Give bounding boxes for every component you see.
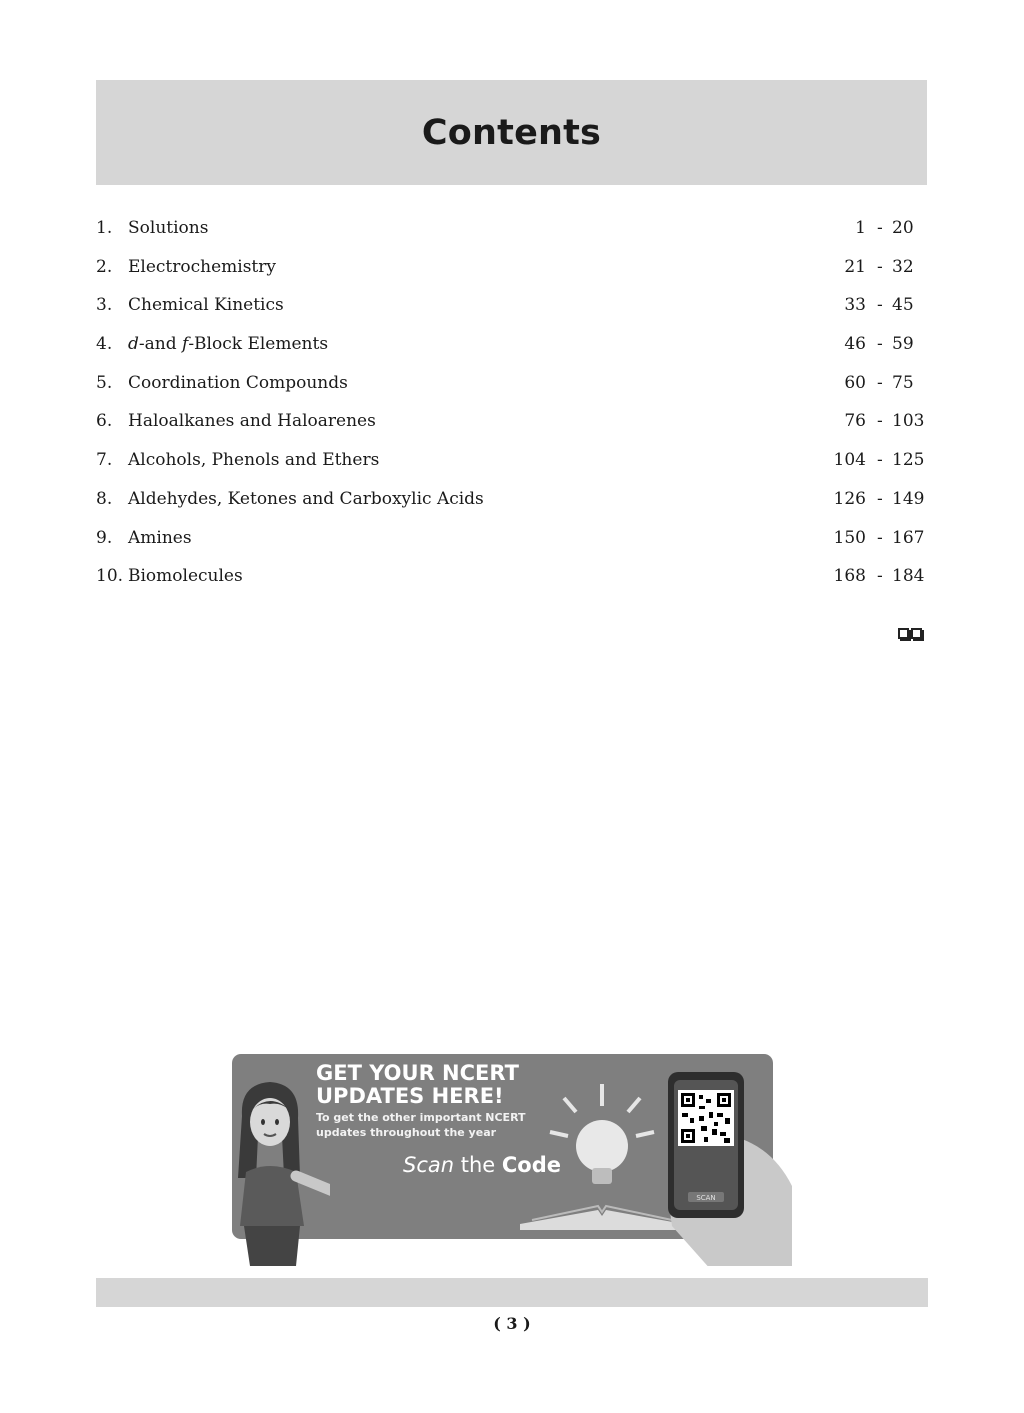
toc-title: Amines [128,527,192,548]
toc-page-start: 76 [844,411,866,432]
toc-row[interactable] [96,558,925,597]
toc-title: Biomolecules [128,566,243,587]
toc-row[interactable] [96,365,918,404]
toc-page-range [808,481,925,517]
toc-page-end: 103 [892,411,925,432]
toc-row[interactable] [96,520,925,559]
toc-page-range [808,210,918,246]
banner-subtext [316,1110,536,1140]
toc-number: 3. [96,295,113,316]
toc-page-separator: - [877,256,883,277]
toc-number: 9. [96,527,113,548]
toc-page-start: 1 [855,218,866,238]
square-bullet-icon [898,628,909,639]
toc-page-end: 45 [892,295,914,316]
toc-page-end: 32 [892,256,914,277]
toc-title-part: -and [138,334,183,355]
toc-page-range [808,287,918,323]
toc-row[interactable] [96,326,918,365]
phone-scan-button-label: SCAN [696,1194,716,1202]
toc-row[interactable] [96,210,918,249]
banner-headline-line: GET YOUR NCERT [316,1061,519,1085]
page-number: ( 3 ) [493,1314,531,1333]
toc-row[interactable] [96,249,918,288]
toc-row[interactable] [96,403,925,442]
toc-page-start: 104 [833,450,866,471]
toc-page-end: 20 [892,218,914,238]
toc-page-range [808,520,925,556]
toc-page-start: 168 [833,566,866,587]
toc-page-start: 33 [844,295,866,316]
toc-page-end: 149 [892,488,925,509]
toc-number: 2. [96,256,113,277]
toc-page-separator: - [877,372,883,393]
ncert-updates-banner[interactable] [232,1054,773,1239]
footer-band [96,1278,928,1307]
banner-subtext-line: To get the other important NCERT [316,1111,526,1124]
toc-title: Electrochemistry [128,256,276,277]
cta-the-word: the [454,1153,502,1177]
toc-page-start: 60 [844,372,866,393]
toc-page-end: 184 [892,566,925,587]
toc-title [128,326,328,362]
toc-page-end: 75 [892,372,914,393]
toc-number: 4. [96,334,113,355]
toc-page-range [808,365,918,401]
toc-title-part: -Block Elements [188,334,329,355]
phone-qr-code-icon[interactable] [652,1066,792,1266]
toc-number: 10. [96,566,124,587]
toc-page-separator: - [877,411,883,432]
toc-page-start: 150 [833,527,866,548]
toc-title: Chemical Kinetics [128,295,284,316]
toc-page-end: 167 [892,527,925,548]
toc-number: 8. [96,488,113,509]
toc-page-range [808,558,925,594]
square-bullet-icon [911,628,922,639]
toc-page-end: 59 [892,334,914,355]
toc-page-start: 46 [844,334,866,355]
toc-page-start: 21 [844,256,866,277]
contents-header-band [96,80,927,185]
toc-title: Haloalkanes and Haloarenes [128,411,376,432]
toc-page-separator: - [877,527,883,548]
toc-number: 1. [96,218,113,238]
toc-title: Solutions [128,218,209,238]
toc-title: Coordination Compounds [128,372,348,393]
toc-page-separator: - [877,334,883,355]
page-title: Contents [421,112,602,153]
toc-page-separator: - [877,566,883,587]
toc-row[interactable] [96,481,925,520]
toc-page-separator: - [877,295,883,316]
cta-code-word: Code [501,1153,562,1177]
girl-illustration-icon [220,1076,330,1266]
toc-title: Aldehydes, Ketones and Carboxylic Acids [128,488,484,509]
toc-page-separator: - [877,488,883,509]
toc-page-range [808,326,918,362]
toc-page-range [808,403,925,439]
toc-number: 7. [96,450,113,471]
toc-row[interactable] [96,287,918,326]
toc-page-range [808,249,918,285]
table-of-contents [96,210,925,597]
banner-headline-line: UPDATES HERE! [316,1084,504,1108]
toc-title-italic-f: f [182,334,189,355]
cta-scan-word: Scan [403,1153,455,1177]
toc-row[interactable] [96,442,925,481]
toc-number: 6. [96,411,113,432]
toc-page-start: 126 [833,488,866,509]
toc-number: 5. [96,372,113,393]
toc-page-separator: - [877,450,883,471]
end-of-section-mark [898,628,922,639]
toc-title: Alcohols, Phenols and Ethers [128,450,380,471]
toc-title-italic-d: d [128,334,139,355]
toc-page-separator: - [877,218,883,238]
toc-page-end: 125 [892,450,925,471]
banner-subtext-line: updates throughout the year [316,1126,497,1139]
banner-headline [316,1062,536,1108]
toc-page-range [808,442,925,478]
